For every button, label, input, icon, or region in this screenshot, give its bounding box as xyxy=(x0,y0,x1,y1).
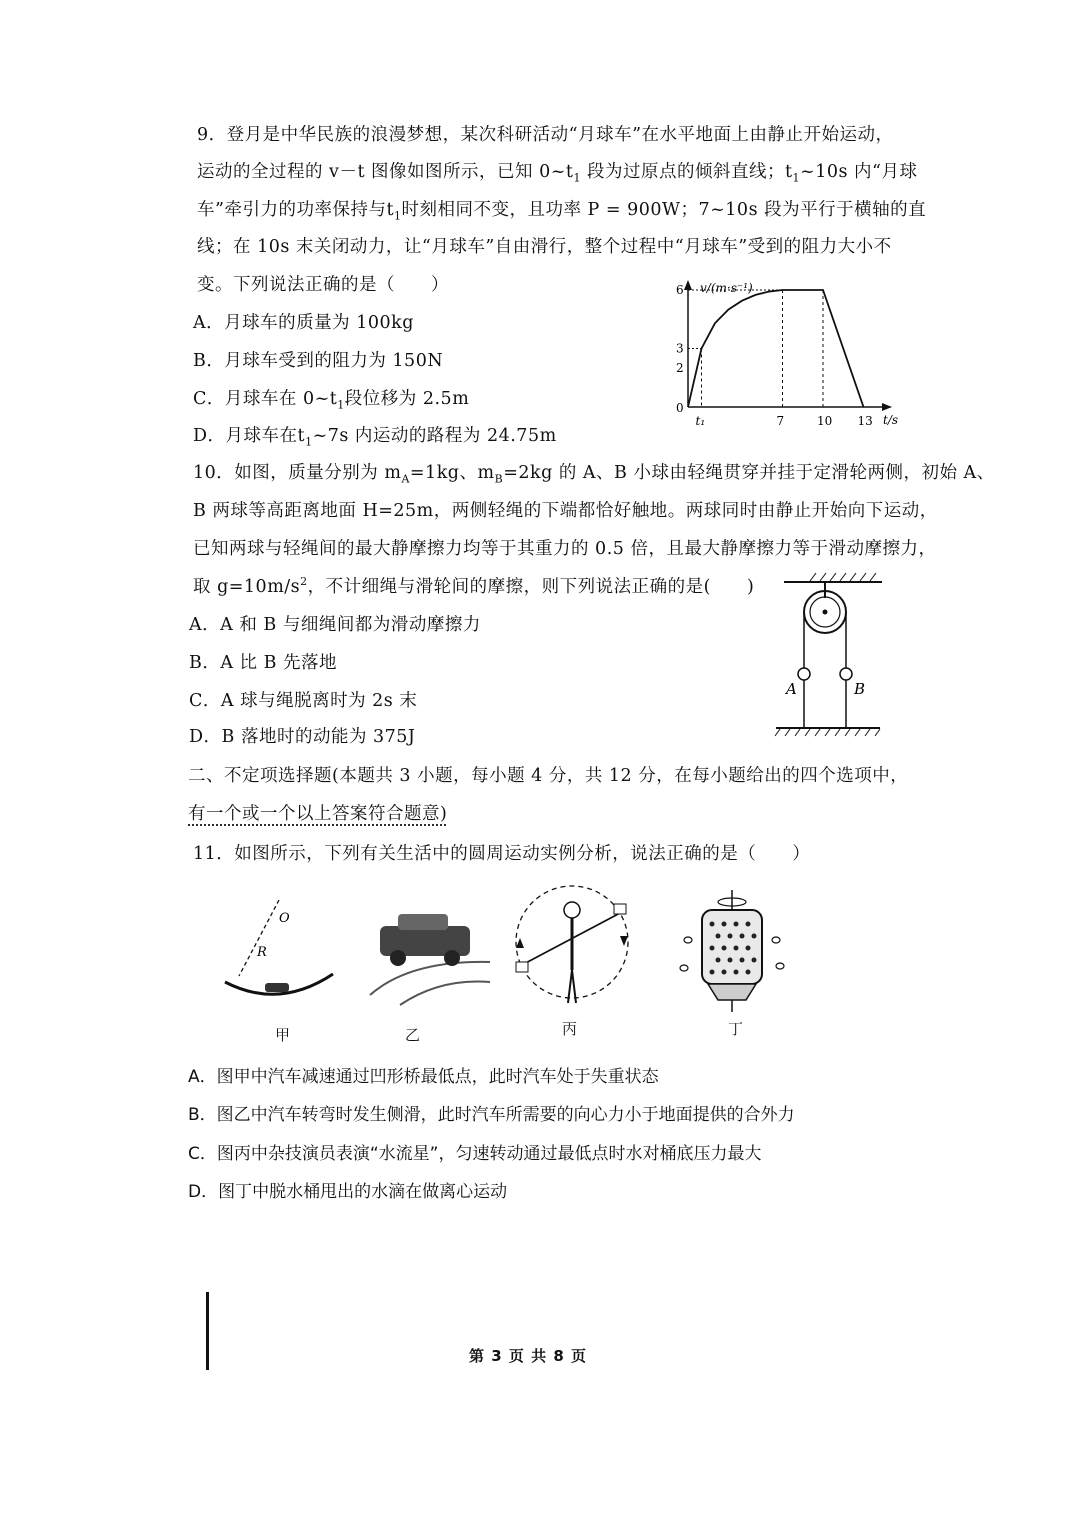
q11-option-d: D．图丁中脱水桶甩出的水滴在做离心运动 xyxy=(188,1182,508,1202)
q9-line-2-c: 段为过原点的倾斜直线；t xyxy=(580,162,793,182)
road-curve-2 xyxy=(400,981,490,1005)
ball-a xyxy=(798,668,810,680)
x-tick-3: 13 xyxy=(857,414,873,428)
wheel-2 xyxy=(444,950,460,966)
label-r: R xyxy=(257,945,267,960)
q10-line-4-sup: 2 xyxy=(300,575,308,589)
caption-bing: 丙 xyxy=(562,1020,578,1038)
y-tick-2: 2 xyxy=(676,361,684,375)
q11-stem: 11．如图所示，下列有关生活中的圆周运动实例分析，说法正确的是（ ） xyxy=(193,844,811,864)
q9-line-2-e: ~10s 内“月球 xyxy=(800,162,918,182)
q10-line-1 xyxy=(193,459,995,486)
ceiling-hatch xyxy=(810,573,876,581)
figure-ding-dryer xyxy=(672,888,792,1018)
q9-option-a: A．月球车的质量为 100kg xyxy=(193,313,414,333)
q11-option-b: B．图乙中汽车转弯时发生侧滑，此时汽车所需要的向心力小于地面提供的合外力 xyxy=(188,1105,795,1125)
pulley-axle xyxy=(823,610,828,615)
figure-yi-car xyxy=(350,900,495,1010)
x-tick-0: t₁ xyxy=(695,414,706,428)
caption-ding: 丁 xyxy=(728,1020,744,1038)
origin-label: 0 xyxy=(676,401,684,415)
q9-option-c-a: C．月球车在 0~t xyxy=(193,389,338,409)
q10-option-b: B．A 比 B 先落地 xyxy=(189,653,338,673)
q10-line-1-e: =2kg 的 A、B 小球由轻绳贯穿并挂于定滑轮两侧，初始 A、 xyxy=(503,463,995,483)
section2-heading-1: 二、不定项选择题(本题共 3 小题，每小题 4 分，共 12 分，在每小题给出的四个选项中， xyxy=(188,766,909,786)
car-roof xyxy=(398,914,448,930)
y-axis-arrow xyxy=(684,280,692,290)
bucket-left xyxy=(516,962,528,972)
caption-jia: 甲 xyxy=(275,1026,291,1044)
caption-yi: 乙 xyxy=(405,1026,421,1044)
q10-option-d: D．B 落地时的动能为 375J xyxy=(189,727,416,747)
page-footer: 第 3 页 共 8 页 xyxy=(469,1347,587,1365)
radius-line xyxy=(239,900,279,976)
q9-option-d-sub: 1 xyxy=(305,435,313,449)
q11-option-c: C．图丙中杂技演员表演“水流星”，匀速转动通过最低点时水对桶底压力最大 xyxy=(188,1144,762,1164)
figure-jia-bridge xyxy=(215,890,345,1005)
x-tick-2: 10 xyxy=(817,414,833,428)
arrow-up xyxy=(516,938,524,948)
q9-option-d-c: ~7s 内运动的路程为 24.75m xyxy=(312,426,557,446)
wheel-1 xyxy=(390,950,406,966)
q9-option-c-sub: 1 xyxy=(337,398,345,412)
q9-option-c xyxy=(193,385,469,412)
margin-bar xyxy=(206,1292,209,1370)
q10-line-4-c: ，不计细绳与滑轮间的摩擦，则下列说法正确的是( ) xyxy=(307,577,755,597)
performer-head xyxy=(564,902,580,918)
section2-heading-2: 有一个或一个以上答案符合题意) xyxy=(188,804,448,824)
q9-option-c-c: 段位移为 2.5m xyxy=(344,389,470,409)
ball-b xyxy=(840,668,852,680)
q9-line-2-sub1: 1 xyxy=(573,171,581,185)
label-a: A xyxy=(786,680,797,698)
q10-line-2: B 两球等高距离地面 H=25m，两侧轻绳的下端都恰好触地。两球同时由静止开始向下运动， xyxy=(193,501,938,521)
vt-chart xyxy=(668,272,918,432)
y-tick-6: 6 xyxy=(676,283,684,297)
q9-line-5: 变。下列说法正确的是（ ） xyxy=(197,275,449,295)
q9-line-1: 9．登月是中华民族的浪漫梦想，某次科研活动“月球车”在水平地面上由静止开始运动， xyxy=(197,125,894,145)
q10-line-1-sub1: A xyxy=(401,472,410,486)
q10-option-c: C．A 球与绳脱离时为 2s 末 xyxy=(189,691,418,711)
q9-option-d xyxy=(193,422,557,449)
performer-leg-1 xyxy=(568,970,572,1003)
dryer-base xyxy=(708,984,756,1000)
q10-line-3: 已知两球与轻绳间的最大静摩擦力均等于其重力的 0.5 倍，且最大静摩擦力等于滑动摩擦力， xyxy=(193,539,937,559)
x-axis-label: t/s xyxy=(883,413,899,427)
velocity-curve xyxy=(688,290,864,407)
ground-hatch xyxy=(775,729,880,736)
q10-line-1-c: =1kg、m xyxy=(409,463,495,483)
bucket-right xyxy=(614,904,626,914)
q9-line-3-c: 时刻相同不变，且功率 P = 900W；7~10s 段为平行于横轴的直 xyxy=(401,200,927,220)
arrow-down xyxy=(620,936,628,946)
label-b: B xyxy=(854,680,866,698)
y-tick-3: 3 xyxy=(676,341,684,356)
q11-option-a: A．图甲中汽车减速通过凹形桥最低点，此时汽车处于失重状态 xyxy=(188,1067,659,1087)
q9-line-2-sub2: 1 xyxy=(792,171,801,185)
y-axis-label: v/(m·s⁻¹) xyxy=(700,281,753,295)
q9-line-3-a: 车”牵引力的功率保持与t xyxy=(197,200,394,220)
x-axis-arrow xyxy=(882,403,892,411)
label-o: O xyxy=(279,911,290,926)
q9-line-3-sub: 1 xyxy=(393,209,402,223)
q9-line-4: 线；在 10s 末关闭动力，让“月球车”自由滑行，整个过程中“月球车”受到的阻力大小不 xyxy=(197,237,892,257)
x-tick-1: 7 xyxy=(776,414,785,428)
q9-line-2 xyxy=(197,158,917,185)
q9-option-b: B．月球车受到的阻力为 150N xyxy=(193,351,444,371)
q10-line-1-a: 10．如图，质量分别为 m xyxy=(193,463,402,483)
pulley-diagram xyxy=(770,568,890,738)
q9-line-3 xyxy=(197,196,926,223)
figure-bing-performer xyxy=(510,878,635,1008)
q10-line-1-sub2: B xyxy=(494,472,504,486)
q9-line-2-a: 运动的全过程的 v－t 图像如图所示，已知 0~t xyxy=(197,162,574,182)
q9-option-d-a: D．月球车在t xyxy=(193,426,306,446)
q10-line-4 xyxy=(193,573,754,598)
car-on-bridge xyxy=(265,983,289,992)
q10-option-a: A．A 和 B 与细绳间都为滑动摩擦力 xyxy=(189,615,481,635)
q10-line-4-a: 取 g=10m/s xyxy=(193,577,301,597)
